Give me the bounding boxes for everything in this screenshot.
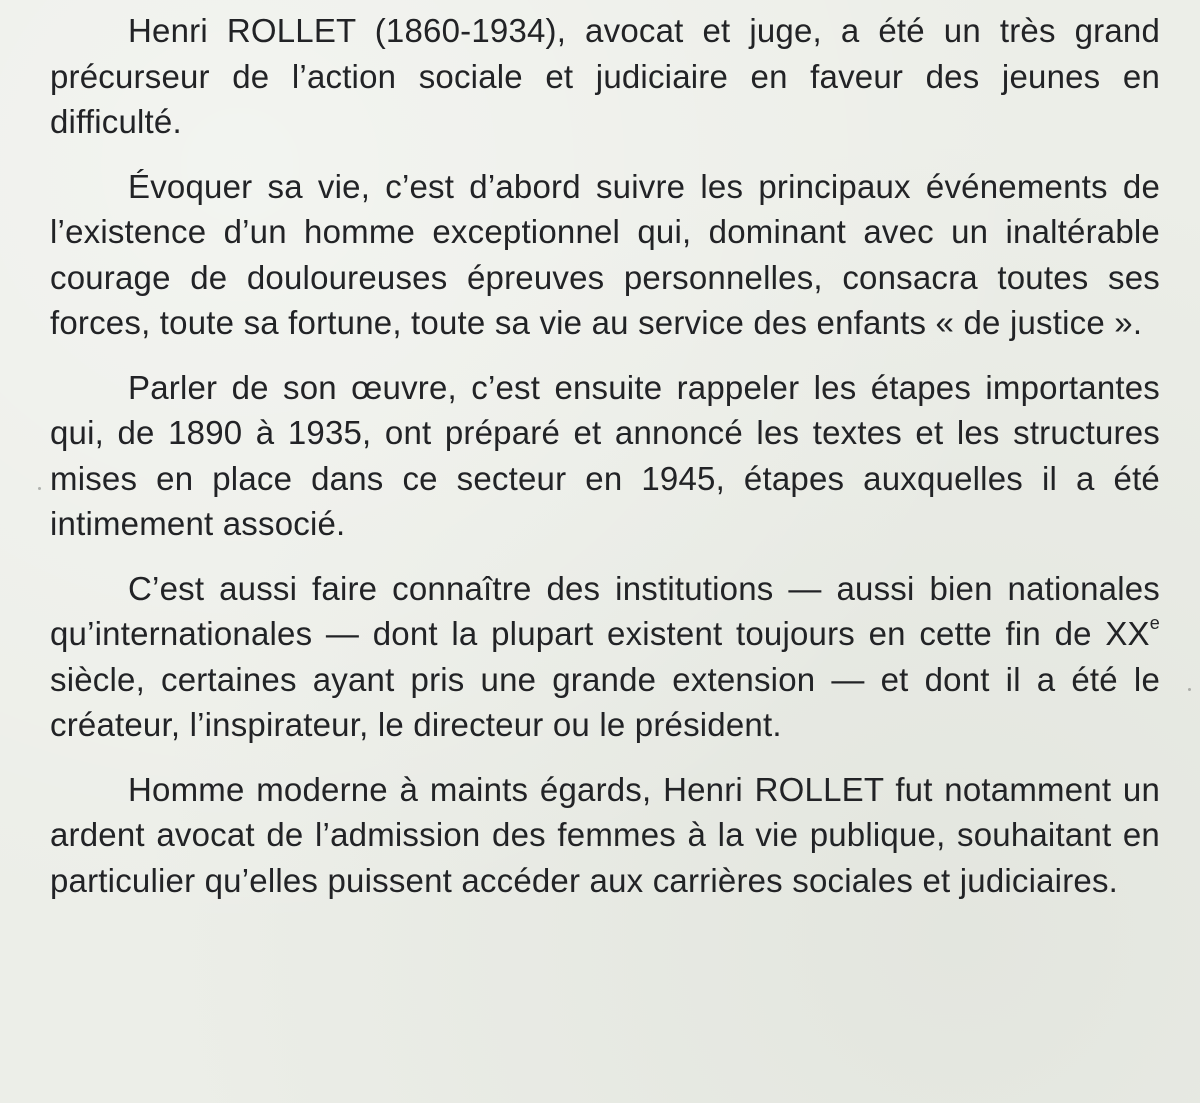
paper-speck xyxy=(38,487,41,490)
paragraph-life: Évoquer sa vie, c’est d’abord suivre les principaux événements de l’existence d’un homme exceptionnel qui, dominant avec un inaltérable courage de douloureuses épreuves personnelles, consacra toutes ses forces, toute sa fortune, toute sa vie au service des enfants « de justice ». xyxy=(50,167,1160,341)
paragraph-women: Homme moderne à maints égards, Henri ROLLET fut notamment un ardent avocat de l’admission des femmes à la vie publique, souhaitant en particulier qu’elles puissent accéder aux carrières sociales et judiciaires. xyxy=(50,770,1160,899)
century-superscript: e xyxy=(1149,613,1160,633)
paper-speck xyxy=(1188,688,1191,691)
paragraph-work: Parler de son œuvre, c’est ensuite rappeler les étapes importantes qui, de 1890 à 1935, ont préparé et annoncé les textes et les structures mises en place dans ce secteur en 1945, étapes auxquelles il a été intimement associé. xyxy=(50,368,1160,542)
paragraph-intro: Henri ROLLET (1860-1934), avocat et juge, a été un très grand précurseur de l’action sociale et judiciaire en faveur des jeunes en difficulté. xyxy=(50,12,1160,140)
text-block xyxy=(50,8,1160,903)
institutions-text-after: siècle, certaines ayant pris une grande extension — et dont il a été le créateur, l’inspirateur, le directeur ou le président. xyxy=(50,660,1160,743)
paragraph-institutions xyxy=(50,566,1160,748)
paper-speck xyxy=(62,633,65,636)
institutions-text-before: C’est aussi faire connaître des institutions — aussi bien nationales qu’internationales — dont la plupart existent toujours en cette fin de XX xyxy=(50,569,1160,652)
